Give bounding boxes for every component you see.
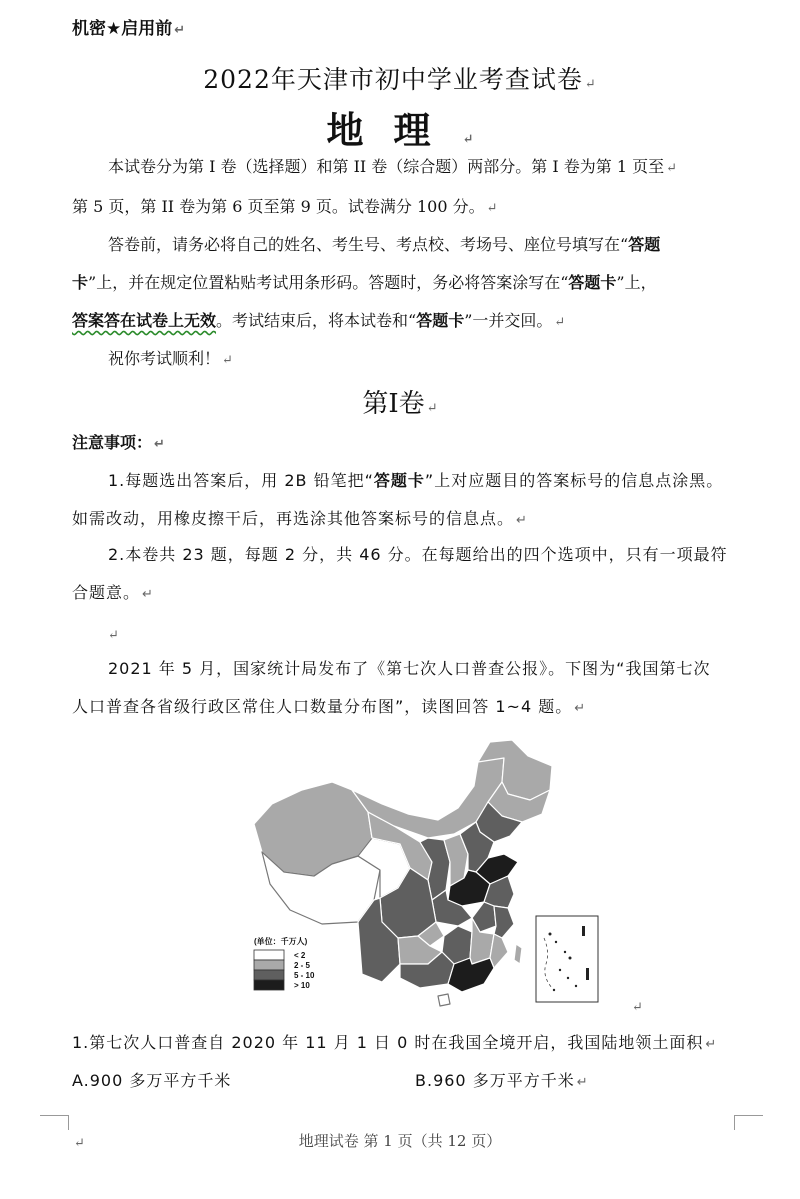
legend-swatch-4 — [254, 980, 284, 990]
notes-heading: 注意事项： ↵ — [72, 433, 165, 452]
paragraph-mark: ↵ — [174, 23, 186, 38]
note-2: 2.本卷共 23 题，每题 2 分，共 46 分。在每题给出的四个选项中，只有一项最符 合题意。 ↵ — [72, 545, 728, 602]
map-region-guangdong — [448, 958, 494, 992]
legend-title: (单位：千万人) — [254, 937, 308, 946]
page-footer: 地理试卷 第 1 页（共 12 页） — [298, 1132, 502, 1150]
intro-paragraph-2: 答卷前，请务必将自己的姓名、考生号、考点校、考场号、座位号填写在“答题 卡”上，并在规定位置粘贴考试用条形码。答题时，务必将答案涂写在“答题卡”上， 答案答在试卷上无效。考试结束后，将本试卷和“答题卡”一并交回。 ↵ — [72, 235, 661, 330]
paragraph-mark: ↵ — [462, 132, 474, 147]
exam-title: 2022年天津市初中学业考查试卷 ↵ — [203, 65, 597, 94]
figure-paragraph-mark: ↵ — [632, 1000, 643, 1015]
empty-line-mark: ↵ — [108, 628, 119, 643]
legend-swatch-1 — [254, 950, 284, 960]
south-china-sea-inset — [536, 916, 598, 1002]
question-1-option-a: A.900 多万平方千米 — [72, 1071, 232, 1090]
legend-label-4: > 10 — [294, 981, 310, 990]
page-corner-mark-right — [734, 1115, 763, 1130]
legend-swatch-2 — [254, 960, 284, 970]
map-region-fujian — [490, 934, 508, 968]
question-1-stem: 1.第七次人口普查自 2020 年 11 月 1 日 0 时在我国全境开启，我国陆地领土面积 ↵ — [72, 1033, 718, 1052]
legend-label-2: 2 - 5 — [294, 961, 311, 970]
note-1: 1.每题选出答案后，用 2B 铅笔把“答题卡”上对应题目的答案标号的信息点涂黑。 如需改动，用橡皮擦干后，再选涂其他答案标号的信息点。 ↵ — [72, 471, 724, 528]
population-distribution-map — [232, 738, 602, 1008]
paragraph-mark: ↵ — [584, 77, 597, 92]
intro-paragraph-1: 本试卷分为第 I 卷（选择题）和第 II 卷（综合题）两部分。第 I 卷为第 1 页至 ↵ 第 5 页，第 II 卷为第 6 页至第 9 页。试卷满分 100 分。 ↵ — [72, 157, 678, 216]
good-luck-line: 祝你考试顺利！ ↵ — [108, 349, 233, 368]
passage-paragraph: 2021 年 5 月，国家统计局发布了《第七次人口普查公报》。下图为“我国第七次 人口普查各省级行政区常住人口数量分布图”，读图回答 1~4 题。 ↵ — [72, 659, 711, 716]
map-legend — [254, 936, 315, 990]
legend-label-3: 5 - 10 — [294, 971, 315, 980]
subject-title: 地理 ↵ — [326, 108, 474, 152]
map-region-zhejiang — [494, 906, 514, 938]
question-1-option-b: B.960 多万平方千米 ↵ — [415, 1071, 589, 1090]
page-corner-mark-left — [40, 1115, 69, 1130]
volume-title: 第I卷 ↵ — [362, 389, 438, 419]
invalid-answer-warning: 答案答在试卷上无效 — [72, 311, 217, 330]
footer-paragraph-mark: ↵ — [74, 1136, 85, 1151]
map-region-taiwan — [514, 944, 522, 964]
legend-label-1: < 2 — [294, 951, 306, 960]
legend-swatch-3 — [254, 970, 284, 980]
map-region-hainan — [438, 994, 450, 1006]
confidential-label: 机密★启用前 ↵ — [72, 19, 186, 39]
